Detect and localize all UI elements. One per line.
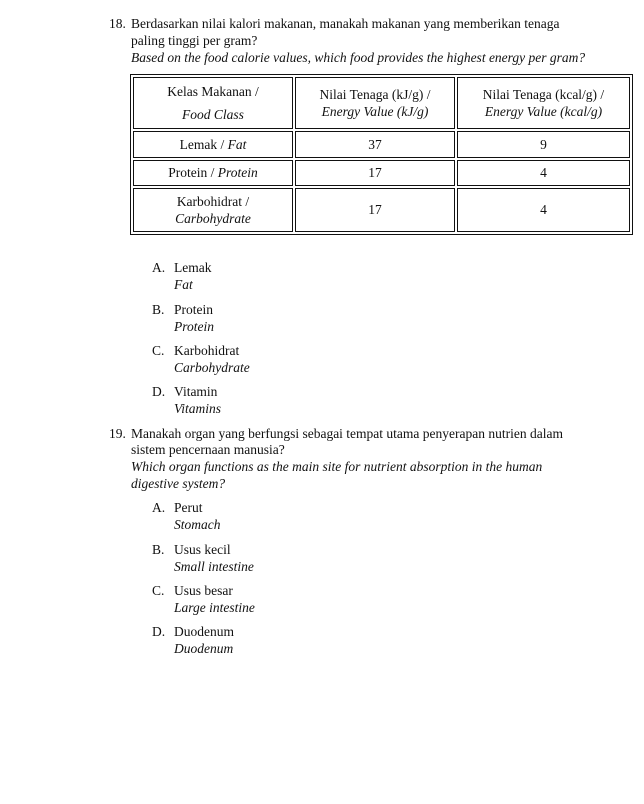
kj-cell: 37 [295,131,455,157]
kcal-cell: 4 [457,188,630,232]
option-text: Karbohidrat [174,343,240,358]
option-text-english: Large intestine [174,600,255,615]
option-text-english: Carbohydrate [174,360,250,375]
food-en: Fat [227,136,247,152]
table-row [133,131,630,157]
option-text: Vitamin [174,384,218,399]
option-letter: C. [152,343,165,358]
header-ms: Nilai Tenaga (kcal/g) / [482,87,605,103]
kcal-cell: 9 [457,131,630,157]
header-en: Food Class [182,107,244,123]
option-text-english: Vitamins [174,401,221,416]
question-text-english: Based on the food calorie values, which food provides the highest energy per gram? [131,50,586,65]
food-ms: Protein / [168,165,218,181]
food-class-cell [133,160,293,186]
option-letter: D. [152,384,166,399]
energy-table [130,74,633,235]
option-letter: B. [152,302,165,317]
kj-cell: 17 [295,188,455,232]
option-letter: A. [152,260,166,275]
table-row [133,188,630,232]
option-letter: B. [152,542,165,557]
food-en: Protein [217,165,258,181]
question-text: sistem pencernaan manusia? [131,442,285,457]
food-ms: Karbohidrat / [176,193,250,209]
question-text: Manakah organ yang berfungsi sebagai tempat utama penyerapan nutrien dalam [131,426,563,441]
option-letter: A. [152,500,166,515]
option-text-english: Small intestine [174,559,254,574]
header-ms: Nilai Tenaga (kJ/g) / [319,87,431,103]
header-cell [295,77,455,129]
question-number: 18. [109,16,126,31]
header-en: Energy Value (kJ/g) [321,104,429,120]
question-text-english: digestive system? [131,476,226,491]
option-text: Perut [174,500,203,515]
question-text: paling tinggi per gram? [131,33,258,48]
option-letter: C. [152,583,165,598]
option-text: Usus kecil [174,542,231,557]
table-header-row [133,77,630,129]
question-text: Berdasarkan nilai kalori makanan, manakah makanan yang memberikan tenaga [131,16,560,31]
header-en: Energy Value (kcal/g) [484,104,603,120]
question-number: 19. [109,426,126,441]
option-text-english: Stomach [174,517,221,532]
question-text-english: Which organ functions as the main site for nutrient absorption in the human [131,459,543,474]
food-en: Carbohydrate [175,210,251,226]
header-cell [457,77,630,129]
food-ms: Lemak / [179,136,228,152]
food-class-cell [133,131,293,157]
option-text: Duodenum [174,624,234,639]
kj-cell: 17 [295,160,455,186]
option-text: Protein [174,302,213,317]
header-cell [133,77,293,129]
option-text-english: Fat [174,277,193,292]
option-text: Lemak [174,260,212,275]
option-letter: D. [152,624,166,639]
kcal-cell: 4 [457,160,630,186]
header-ms: Kelas Makanan / [167,84,259,100]
option-text: Usus besar [174,583,233,598]
food-class-cell [133,188,293,232]
option-text-english: Protein [174,319,214,334]
option-text-english: Duodenum [174,641,234,656]
table-row [133,160,630,186]
